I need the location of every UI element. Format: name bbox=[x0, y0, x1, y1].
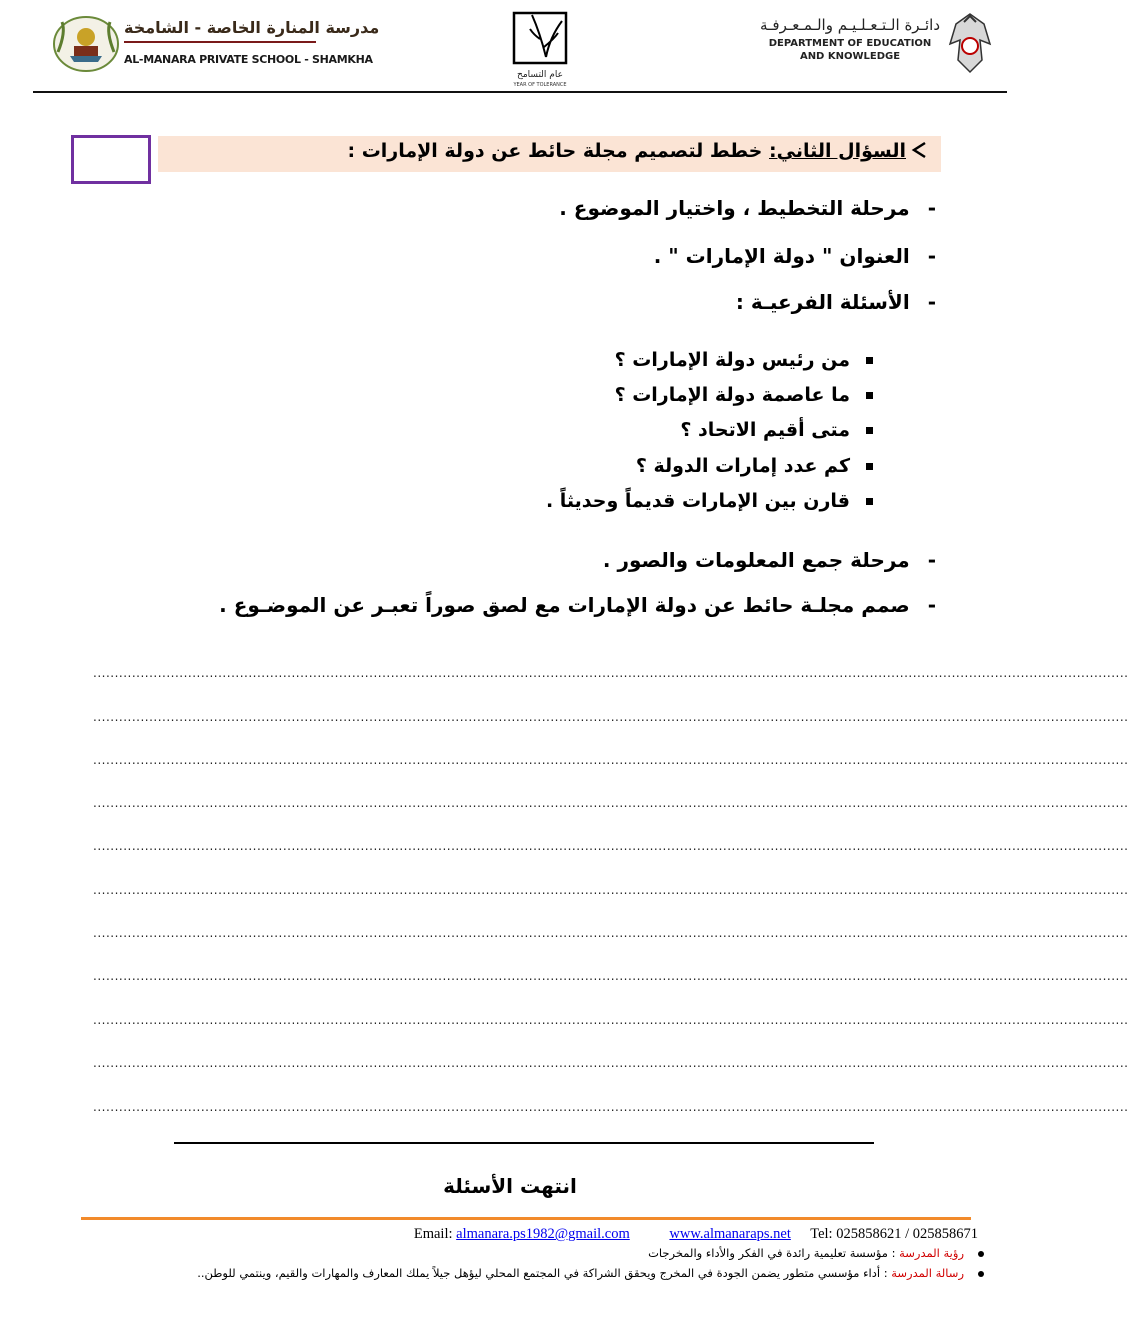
answer-line[interactable]: ................................................................................................................................................................................................................................................ bbox=[93, 926, 1128, 940]
step-item: -مرحلة التخطيط ، واختيار الموضوع . bbox=[559, 196, 936, 220]
answer-line[interactable]: ................................................................................................................................................................................................................................................ bbox=[93, 839, 1128, 853]
end-divider bbox=[174, 1142, 874, 1144]
score-box[interactable] bbox=[71, 135, 151, 184]
school-logo bbox=[52, 12, 120, 72]
sub-question: ما عاصمة دولة الإمارات ؟ bbox=[615, 384, 873, 406]
answer-line[interactable]: ................................................................................................................................................................................................................................................ bbox=[93, 753, 1128, 767]
phone-numbers: Tel: 025858621 / 025858671 bbox=[810, 1226, 978, 1242]
school-name-ar: مدرسة المنارة الخاصة - الشامخة bbox=[124, 18, 380, 37]
sub-question: من رئيس دولة الإمارات ؟ bbox=[615, 349, 873, 371]
footer-contact bbox=[60, 1226, 978, 1243]
sub-question: كم عدد إمارات الدولة ؟ bbox=[636, 455, 873, 477]
answer-line[interactable]: ................................................................................................................................................................................................................................................ bbox=[93, 796, 1128, 810]
answer-line[interactable]: ................................................................................................................................................................................................................................................ bbox=[93, 710, 1128, 724]
falcon-emblem-icon bbox=[946, 10, 994, 76]
footer-divider bbox=[81, 1217, 971, 1220]
website-link[interactable]: www.almanaraps.net bbox=[669, 1226, 791, 1242]
answer-line[interactable]: ................................................................................................................................................................................................................................................ bbox=[93, 883, 1128, 897]
sub-question: متى أقيم الاتحاد ؟ bbox=[680, 419, 873, 441]
header-divider bbox=[33, 91, 1007, 93]
dept-name-en-line1: DEPARTMENT OF EDUCATION bbox=[768, 38, 932, 49]
step-item: -صمم مجلـة حائط عن دولة الإمارات مع لصق صوراً تعبـر عن الموضـوع . bbox=[219, 593, 936, 617]
step-item: -الأسئلة الفرعيـة : bbox=[735, 290, 936, 314]
school-mission: رسالة المدرسة : أداء مؤسسي متطور يضمن الجودة في المخرج ويحقق الشراكة في المجتمع المحلي ليؤهل جيلاً يملك المعارف والمهارات والقيم، وينتمي للوطن.. bbox=[197, 1266, 984, 1280]
answer-line[interactable]: ................................................................................................................................................................................................................................................ bbox=[93, 1100, 1128, 1114]
school-name-en: AL-MANARA PRIVATE SCHOOL - SHAMKHA bbox=[124, 53, 373, 66]
answer-line[interactable]: ................................................................................................................................................................................................................................................ bbox=[93, 1013, 1128, 1027]
answer-line[interactable]: ................................................................................................................................................................................................................................................ bbox=[93, 666, 1128, 680]
step-item: -العنوان " دولة الإمارات " . bbox=[653, 244, 936, 268]
email-label: Email: bbox=[413, 1226, 453, 1242]
year-of-tolerance-logo bbox=[510, 9, 570, 77]
school-name-divider bbox=[124, 41, 316, 43]
question-label: السؤال الثاني: bbox=[769, 140, 906, 162]
dept-name-en-line2: AND KNOWLEDGE bbox=[799, 51, 901, 62]
email-link[interactable]: almanara.ps1982@gmail.com bbox=[456, 1226, 630, 1242]
school-vision: رؤية المدرسة : مؤسسة تعليمية رائدة في الفكر والأداء والمخرجات bbox=[648, 1246, 984, 1260]
answer-line[interactable]: ................................................................................................................................................................................................................................................ bbox=[93, 969, 1128, 983]
sub-question: قارن بين الإمارات قديماً وحديثاً . bbox=[546, 490, 873, 512]
arrow-bullet-icon bbox=[911, 140, 927, 165]
question-text: خطط لتصميم مجلة حائط عن دولة الإمارات : bbox=[347, 140, 769, 162]
end-of-questions: انتهت الأسئلة bbox=[443, 1174, 577, 1198]
step-item: -مرحلة جمع المعلومات والصور . bbox=[602, 548, 936, 572]
year-label-en: YEAR OF TOLERANCE bbox=[513, 82, 567, 88]
answer-line[interactable]: ................................................................................................................................................................................................................................................ bbox=[93, 1056, 1128, 1070]
dept-name-ar: دائـرة الـتـعـلـيـم والـمـعـرفـة bbox=[760, 16, 940, 34]
year-label-ar: عام التسامح bbox=[517, 70, 563, 80]
question-title bbox=[347, 140, 932, 162]
